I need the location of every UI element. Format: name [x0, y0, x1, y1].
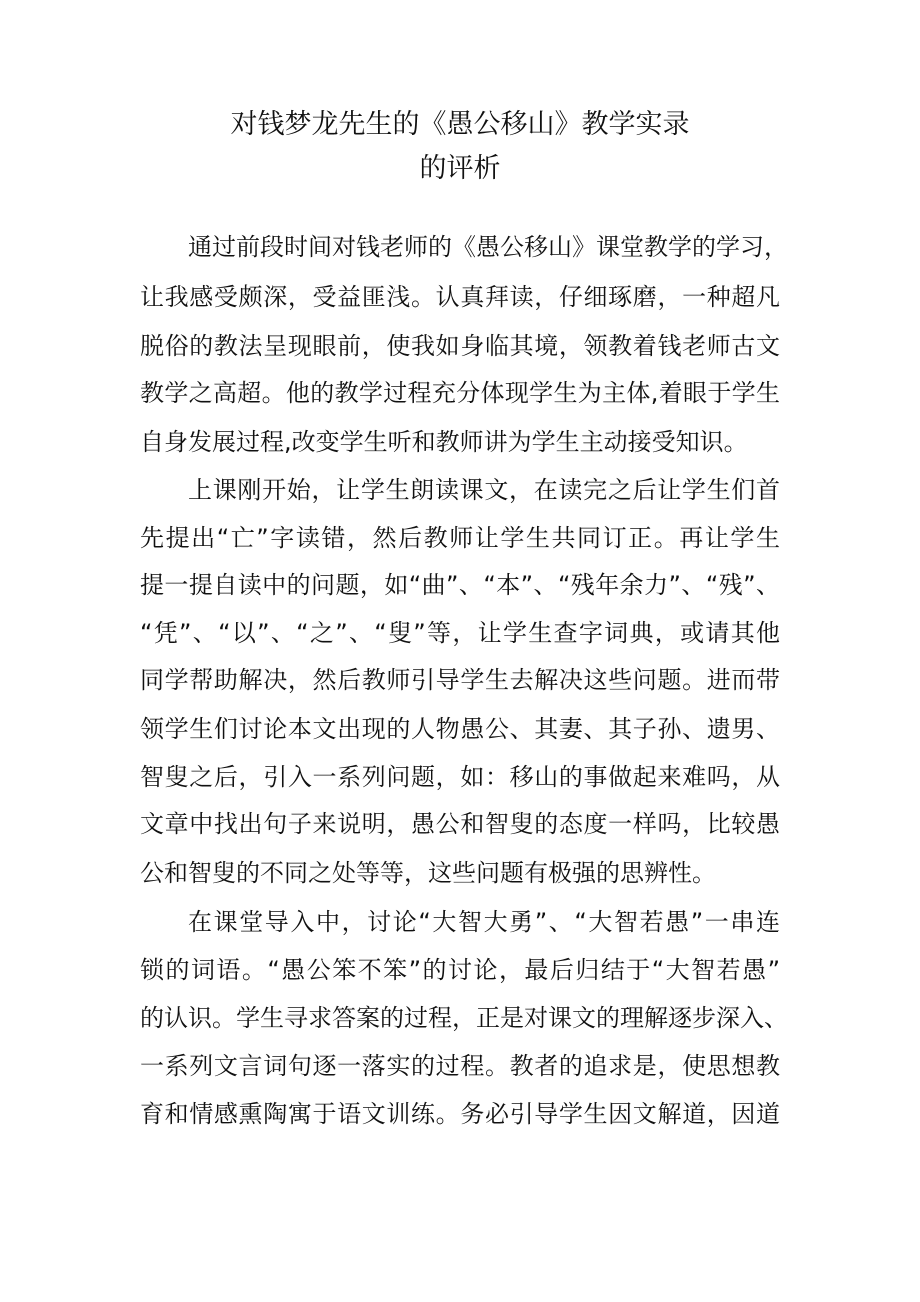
page-title: 对钱梦龙先生的《愚公移山》教学实录: [230, 109, 690, 140]
paragraph-1-line-3: 脱俗的教法呈现眼前，使我如身临其境，领教着钱老师古文: [140, 332, 780, 360]
paragraph-3-line-3: 的认识。学生寻求答案的过程，正是对课文的理解逐步深入、: [140, 1004, 788, 1032]
paragraph-2-line-5: 同学帮助解决，然后教师引导学生去解决这些问题。进而带: [140, 666, 780, 694]
paragraph-2-line-8: 文章中找出句子来说明，愚公和智叟的态度一样吗，比较愚: [140, 810, 780, 838]
paragraph-1-line-4: 教学之高超。他的教学过程充分体现学生为主体,着眼于学生: [140, 379, 780, 407]
paragraph-3-line-4: 一系列文言词句逐一落实的过程。教者的追求是，使思想教: [140, 1052, 780, 1080]
paragraph-2-line-9: 公和智叟的不同之处等等，这些问题有极强的思辨性。: [140, 859, 716, 887]
paragraph-1-line-2: 让我感受颇深，受益匪浅。认真拜读，仔细琢磨，一种超凡: [140, 283, 780, 311]
paragraph-3-line-1: 在课堂导入中，讨论“大智大勇”、“大智若愚”一串连: [188, 908, 780, 936]
paragraph-2-line-7: 智叟之后，引入一系列问题，如：移山的事做起来难吗，从: [140, 763, 780, 791]
paragraph-2-line-2: 先提出“亡”字读错，然后教师让学生共同订正。再让学生: [140, 524, 780, 552]
paragraph-1-line-5: 自身发展过程,改变学生听和教师讲为学生主动接受知识。: [140, 428, 748, 456]
paragraph-2-line-1: 上课刚开始，让学生朗读课文，在读完之后让学生们首: [188, 476, 780, 504]
page-title-continued: 的评析: [419, 153, 501, 184]
paragraph-2-line-3: 提一提自读中的问题，如“曲”、“本”、“残年余力”、“残”、: [140, 571, 780, 599]
paragraph-3-line-5: 育和情感熏陶寓于语文训练。务必引导学生因文解道，因道: [140, 1100, 780, 1128]
paragraph-2-line-4: “凭”、“以”、“之”、“叟”等，让学生查字词典，或请其他: [140, 619, 780, 647]
paragraph-2-line-6: 领学生们讨论本文出现的人物愚公、其妻、其子孙、遗男、: [140, 715, 780, 743]
paragraph-3-line-2: 锁的词语。“愚公笨不笨”的讨论，最后归结于“大智若愚”: [140, 956, 780, 984]
paragraph-1-line-1: 通过前段时间对钱老师的《愚公移山》课堂教学的学习，: [188, 233, 788, 261]
